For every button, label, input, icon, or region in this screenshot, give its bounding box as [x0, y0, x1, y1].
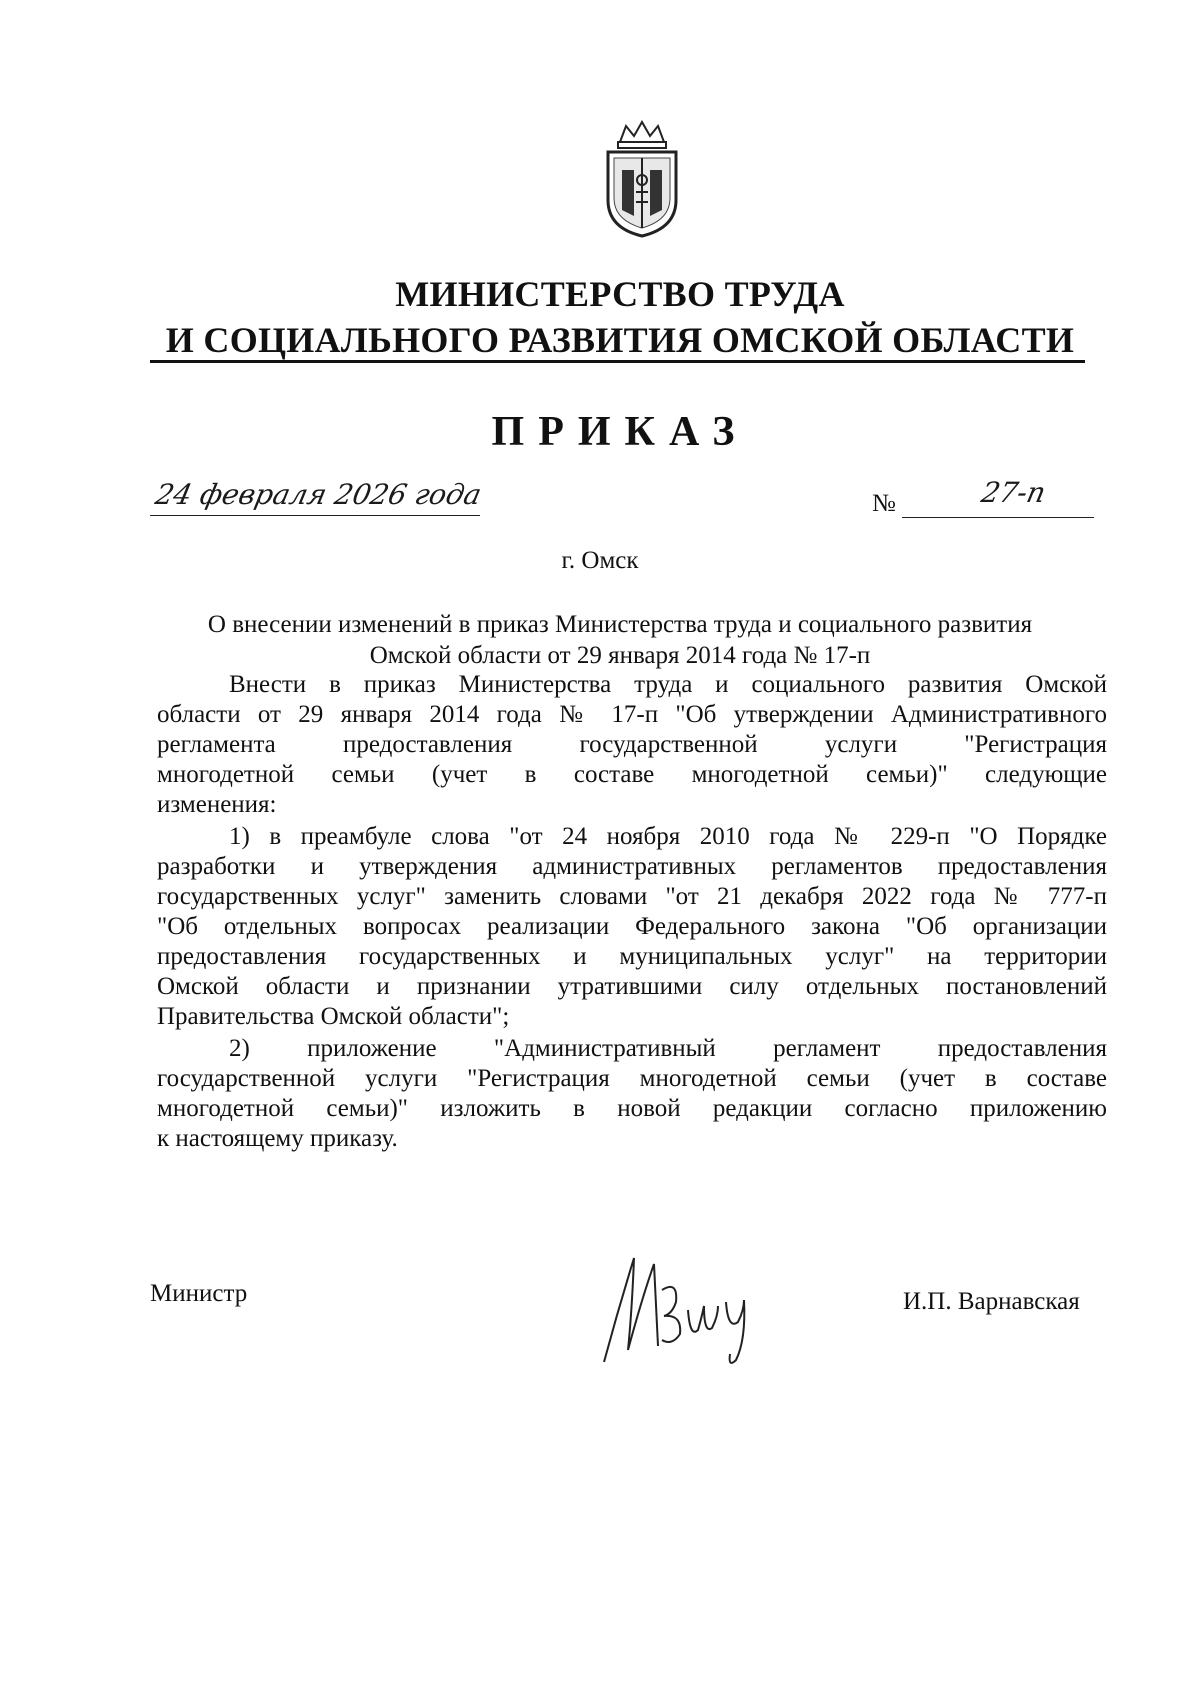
body-line: Внести в приказ Министерства труда и социального развития Омской [229, 671, 1107, 698]
coat-of-arms-icon [600, 120, 684, 238]
subject-line-1: О внесении изменений в приказ Министерства труда и социального развития [207, 611, 1033, 638]
subject-line-2: Омской области от 29 января 2014 года № 17-п [369, 642, 871, 669]
order-number: 27-п [978, 476, 1049, 509]
number-underline [902, 517, 1094, 518]
body-line: Омской области и признании утратившими силу отдельных постановлений [157, 973, 1107, 1000]
body-line: изменения: [157, 791, 277, 818]
signatory-position: Министр [150, 1280, 248, 1307]
ministry-name-line2: И СОЦИАЛЬНОГО РАЗВИТИЯ ОМСКОЙ ОБЛАСТИ [165, 320, 1075, 360]
city: г. Омск [561, 547, 639, 574]
handwritten-signature-icon [598, 1250, 758, 1370]
body-line: к настоящему приказу. [157, 1125, 398, 1152]
ministry-name-line1: МИНИСТЕРСТВО ТРУДА [395, 274, 845, 314]
body-line: многодетной семьи (учет в составе многодетной семьи)" следующие [157, 761, 1107, 788]
body-line: 2) приложение "Административный регламент предоставления [229, 1035, 1107, 1062]
date-underline [150, 515, 480, 516]
number-sign: № [872, 490, 896, 517]
body-line: предоставления государственных и муниципальных услуг" на территории [157, 943, 1107, 970]
document-title: ПРИКАЗ [491, 409, 749, 455]
body-line: государственных услуг" заменить словами "от 21 декабря 2022 года № 777-п [157, 883, 1107, 910]
body-line: 1) в преамбуле слова "от 24 ноября 2010 года № 229-п "О Порядке [229, 823, 1107, 850]
body-line: государственной услуги "Регистрация многодетной семьи (учет в составе [157, 1065, 1107, 1092]
body-line: многодетной семьи)" изложить в новой редакции согласно приложению [157, 1095, 1107, 1122]
order-date: 24 февраля 2026 года [152, 478, 485, 511]
body-line: разработки и утверждения административных регламентов предоставления [157, 853, 1107, 880]
body-line: регламента предоставления государственной услуги "Регистрация [157, 731, 1107, 758]
signatory-name: И.П. Варнавская [903, 1288, 1080, 1315]
body-line: "Об отдельных вопросах реализации Федерального закона "Об организации [157, 913, 1107, 940]
body-line: области от 29 января 2014 года № 17-п "Об утверждении Административного [157, 701, 1107, 728]
header-divider [150, 360, 1085, 363]
body-line: Правительства Омской области"; [157, 1003, 510, 1030]
